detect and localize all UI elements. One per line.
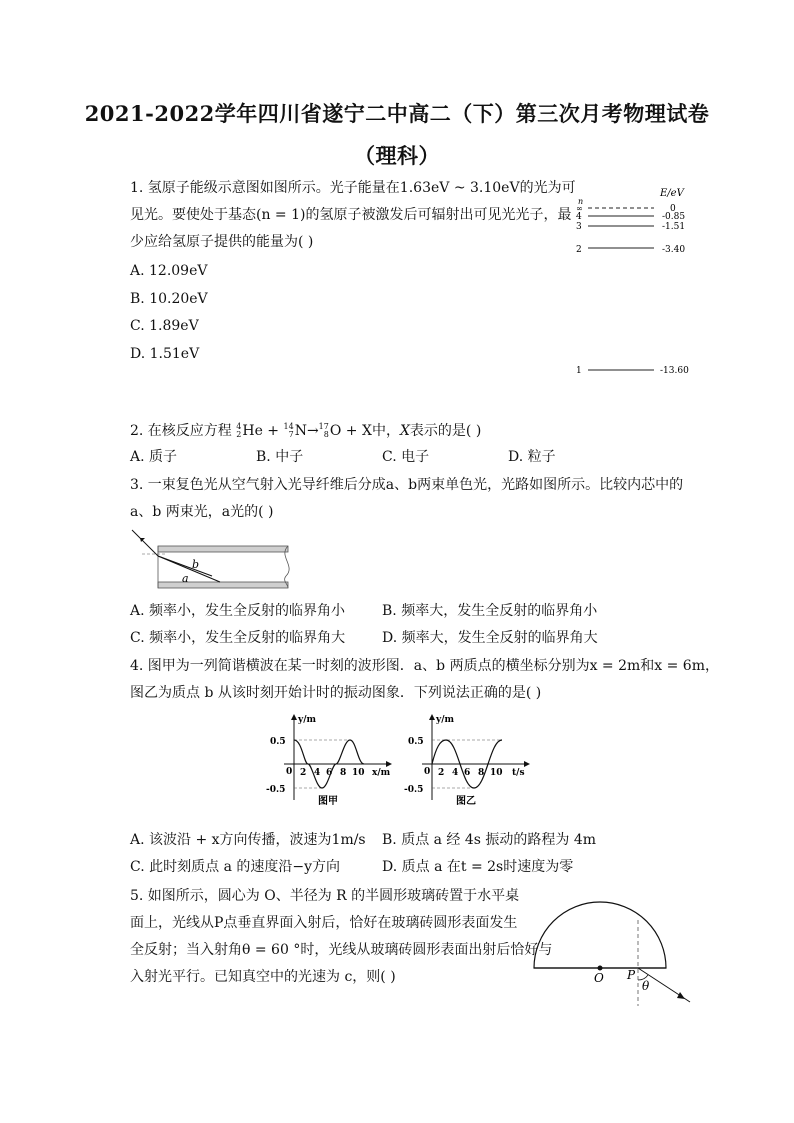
q1-option-d: D. 1.51eV <box>130 346 200 362</box>
incident-arrow <box>140 538 145 542</box>
level-n-3: 3 <box>576 222 582 232</box>
q4-stem-line2: 图乙为质点 b 从该时刻开始计时的振动图象．下列说法正确的是( ) <box>130 685 542 701</box>
graph-yi-ylabel: y/m <box>436 715 455 725</box>
graph-jia-xtick-2: 2 <box>300 768 307 778</box>
graph-yi-xtick-8: 8 <box>478 768 485 778</box>
graph-yi-xtick-6: 6 <box>464 768 471 778</box>
q3-option-b: B. 频率大，发生全反射的临界角小 <box>382 603 598 619</box>
level-n-infinity: ∞ <box>576 204 583 213</box>
q2-x: X <box>399 423 410 439</box>
level-energy-4: -0.85 <box>662 212 686 222</box>
energy-axis-label: E/eV <box>660 188 684 199</box>
q4-option-d: D. 质点 a 在t = 2s时速度为零 <box>382 859 574 875</box>
q2-n-mass: 14 <box>283 422 294 431</box>
optical-fiber-diagram <box>128 526 298 596</box>
q3-stem-line1: 3. 一束复色光从空气射入光导纤维后分成a、b两束单色光，光路如图所示。比较内芯中的 <box>130 477 684 493</box>
q3-option-d: D. 频率大，发生全反射的临界角大 <box>382 630 598 646</box>
label-a: a <box>182 572 189 585</box>
q4-stem-line1: 4. 图甲为一列简谐横波在某一时刻的波形图．a、b 两质点的横坐标分别为x = 2m和x = 6m， <box>130 658 719 674</box>
level-energy-1: -13.60 <box>660 366 689 376</box>
q2-o-mass: 17 <box>318 422 329 431</box>
q2-arrow: → <box>306 423 319 439</box>
graph-yi-ytick-bottom: -0.5 <box>404 785 424 795</box>
graph-jia-ytick-top: 0.5 <box>270 737 286 747</box>
q4-option-c: C. 此时刻质点 a 的速度沿−y方向 <box>130 859 340 875</box>
q4-option-b: B. 质点 a 经 4s 振动的路程为 4m <box>382 832 597 848</box>
q4-option-a: A. 该波沿 + x方向传播，波速为1m/s <box>130 832 366 848</box>
graph-yi-origin: 0 <box>424 767 431 777</box>
graph-jia-xlabel: x/m <box>372 768 391 778</box>
graph-yi-xtick-10: 10 <box>490 768 503 778</box>
q2-option-b: B. 中子 <box>256 449 304 465</box>
q1-option-c: C. 1.89eV <box>130 318 199 334</box>
graph-yi-caption: 图乙 <box>456 796 476 807</box>
graph-yi-xlabel: t/s <box>512 768 525 778</box>
q5-stem-line2: 面上，光线从P点垂直界面入射后，恰好在玻璃砖圆形表面发生 <box>130 915 518 931</box>
vibration-graph-yi <box>400 712 540 808</box>
graph-yi-ytick-top: 0.5 <box>408 737 424 747</box>
graph-jia-ylabel: y/m <box>298 715 317 725</box>
label-o: O <box>594 971 604 985</box>
graph-yi-y-arrow <box>429 714 435 720</box>
graph-yi-x-arrow <box>524 761 530 767</box>
q2-n: N <box>294 423 307 439</box>
level-energy-3: -1.51 <box>662 222 686 232</box>
q2-prefix: 2. 在核反应方程 <box>130 423 237 439</box>
graph-yi-xtick-2: 2 <box>438 768 445 778</box>
wave-graph-jia <box>262 712 402 808</box>
semicircle-glass-diagram <box>530 880 710 1010</box>
exam-title: 2021-2022学年四川省遂宁二中高二（下）第三次月考物理试卷 <box>84 101 710 126</box>
q1-stem-line2: 见光。要使处于基态(n = 1)的氢原子被激发后可辐射出可见光光子，最 <box>130 207 572 223</box>
label-theta: θ <box>642 979 650 993</box>
n-axis-label: n <box>578 197 584 206</box>
level-energy-infinity: 0 <box>670 204 676 214</box>
q2-n-number: 7 <box>288 430 294 439</box>
q3-option-a: A. 频率小，发生全反射的临界角小 <box>130 603 346 619</box>
q5-stem-line1: 5. 如图所示，圆心为 O、半径为 R 的半圆形玻璃砖置于水平桌 <box>130 888 520 904</box>
q2-option-d: D. 粒子 <box>508 449 556 465</box>
label-p: P <box>627 968 636 982</box>
graph-jia-x-arrow <box>386 761 392 767</box>
q5-stem-line3: 全反射；当入射角θ = 60 °时，光线从玻璃砖圆形表面出射后恰好与 <box>130 942 553 958</box>
q2-o: O <box>329 423 342 439</box>
level-n-4: 4 <box>576 212 582 222</box>
graph-jia-xtick-8: 8 <box>340 768 347 778</box>
fiber-cladding-top <box>158 546 288 552</box>
fiber-cladding-bottom <box>158 582 288 588</box>
incident-ray <box>132 530 158 556</box>
q3-stem-line2: a、b 两束光，a光的( ) <box>130 504 274 520</box>
energy-level-diagram <box>568 182 708 382</box>
incident-ray-arrow <box>677 992 685 999</box>
graph-jia-xtick-10: 10 <box>352 768 365 778</box>
level-n-1: 1 <box>576 366 582 376</box>
graph-yi-xtick-4: 4 <box>452 768 459 778</box>
q2-option-c: C. 电子 <box>382 449 430 465</box>
level-n-2: 2 <box>576 245 582 255</box>
center-point <box>598 966 603 971</box>
label-b: b <box>192 558 200 571</box>
q2-o-number: 8 <box>323 430 329 439</box>
q2-he: He <box>242 423 263 439</box>
q3-option-c: C. 频率小，发生全反射的临界角大 <box>130 630 346 646</box>
graph-jia-xtick-6: 6 <box>326 768 333 778</box>
graph-jia-xtick-4: 4 <box>314 768 321 778</box>
q2-he-number: 2 <box>236 430 242 439</box>
q1-stem-line3: 少应给氢原子提供的能量为( ) <box>130 234 314 250</box>
graph-jia-caption: 图甲 <box>318 796 338 807</box>
q1-stem-line1: 1. 氢原子能级示意图如图所示。光子能量在1.63eV ~ 3.10eV的光为可 <box>130 180 576 196</box>
q1-option-a: A. 12.09eV <box>130 263 208 279</box>
graph-jia-ytick-bottom: -0.5 <box>266 785 286 795</box>
q1-option-b: B. 10.20eV <box>130 291 208 307</box>
q2-option-a: A. 质子 <box>130 449 178 465</box>
exam-subtitle: （理科） <box>354 143 440 168</box>
q2-stem: 2. 在核反应方程 4 2He + 14 7N→17 8O + X中，X表示的是( ) <box>130 422 482 439</box>
q2-he-mass: 4 <box>236 422 242 431</box>
level-energy-2: -3.40 <box>662 245 686 255</box>
q5-stem-line4: 入射光平行。已知真空中的光速为 c，则( ) <box>130 969 396 985</box>
semicircle-outline <box>534 902 666 968</box>
graph-jia-y-arrow <box>291 714 297 720</box>
graph-jia-origin: 0 <box>286 767 293 777</box>
